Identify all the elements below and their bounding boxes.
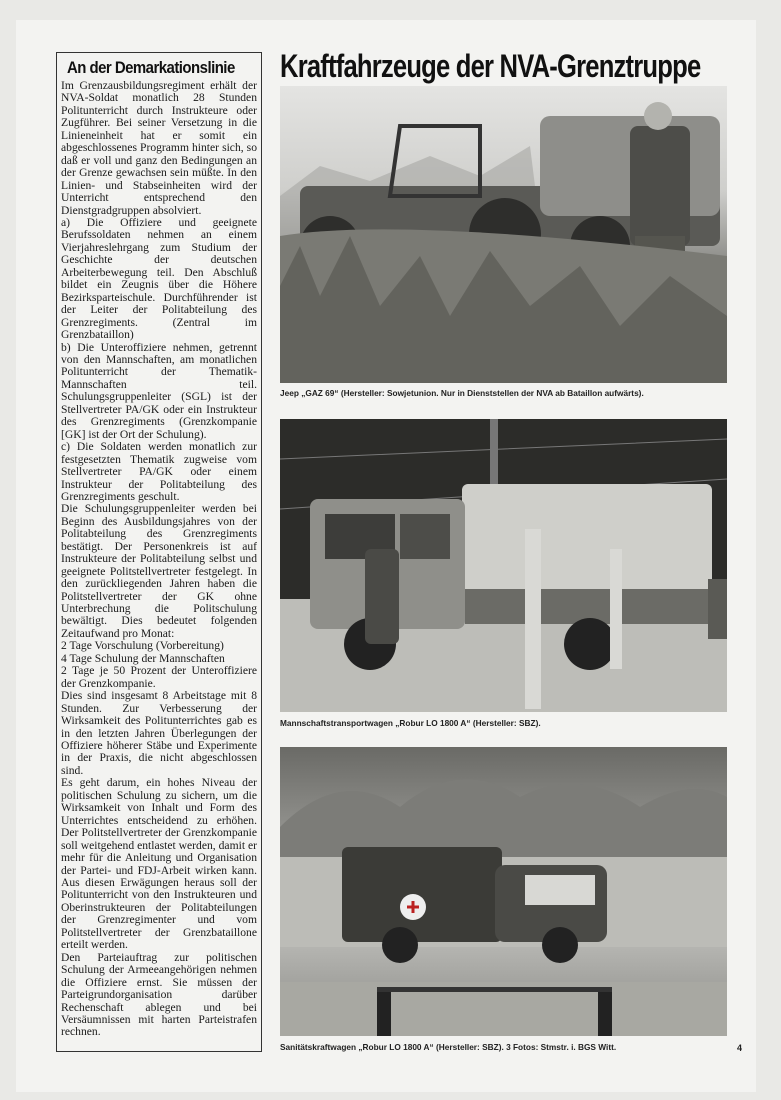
paragraph: a) Die Offiziere und geeignete Berufssoldaten nehmen an einem Vierjahreslehrgang zum Studium der Geschichte der deutschen Arbeiterbewegung teil. Den Abschluß bildet ein Zeugnis über die Höhere Bezirksparteischule. Durchführender ist der Leiter der Politabteilung des Grenzregiments. (Zentral im Grenzbataillon) [61,215,257,342]
list-item: 4 Tage Schulung der Mannschaften [61,651,225,665]
photo-robur-transport [280,419,727,712]
main-article-title: Kraftfahrzeuge der NVA-Grenztruppe [280,48,701,84]
list-item: 2 Tage je 50 Prozent der Unteroffiziere der Grenzkompanie. [61,664,257,690]
list-item: 2 Tage Vorschulung (Vorbereitung) [61,639,224,653]
paragraph: Den Parteiauftrag zur politischen Schulung der Armeeangehörigen nehmen die Offiziere ernst. Sie müssen der Parteigrundorganisation darüber Rechenschaft ablegen und bei Versäumnissen mit harten Parteistrafen rechnen. [61,950,257,1039]
paragraph: c) Die Soldaten werden monatlich zur festgesetzten Thematik zugweise vom Stellvertreter PA/GK oder einem Instrukteur der Politabteilung des Grenzregiments geschult. [61,440,257,503]
sidebar-article-box [56,52,262,1052]
paragraph: b) Die Unteroffiziere nehmen, getrennt von den Mannschaften, am monatlichen Politunterricht der Thematik-Mannschaften teil. Schulungsgruppenleiter (SGL) ist der Stellvertreter PA/GK oder ein Instrukteur des Grenzregiments (Grenzkompanie [GK] ist der Ort der Schulung). [61,340,257,441]
photo-robur-ambulance [280,747,727,1036]
photo-caption: Mannschaftstransportwagen „Robur LO 1800 A“ (Hersteller: SBZ). [280,718,541,728]
sidebar-article-title: An der Demarkationslinie [67,58,235,77]
photo-jeep-gaz69 [280,86,727,383]
paragraph: Die Schulungsgruppenleiter werden bei Beginn des Ausbildungsjahres von der Politabteilung des Grenzregiments bestätigt. Der Personenkreis ist auf Instrukteure der Politabteilung selbst und geeignete Politstellvertreter festgelegt. In den zurückliegenden Jahren haben die Politstellvertreter der GK ohne Unterbrechung die Politschulung bewältigt. Dies bedeutet folgenden Zeitaufwand pro Monat: [61,502,257,640]
paragraph: Es geht darum, ein hohes Niveau der politischen Schulung zu sichern, um die Wirksamkeit von Inhalt und Form des Unterrichtes entscheidend zu erhöhen. Der Politstellvertreter der Grenzkompanie soll weitgehend entlastet werden, damit er mehr für die Anleitung und Organisation der Partei- und FDJ-Arbeit wirken kann. Aus diesen Erwägungen heraus soll der Politunterricht von den Instrukteuren und Oberinstrukteuren der Politabteilungen der Grenzregimenter und vom Politstellvertreter der Grenzbataillone erteilt werden. [61,776,257,952]
paragraph: Im Grenzausbildungsregiment erhält der NVA-Soldat monatlich 28 Stunden Politunterricht durch Instrukteure oder Zugführer. Bei seiner Versetzung in die Linieneinheit hat er somit ein abgeschlossenes Programm hinter sich, so daß er voll und ganz den Bedingungen an der Grenze gewachsen sein müßte. In den Linien- und Stabseinheiten wird der Unterricht entsprechend den Dienstgradgruppen absolviert. [61,79,257,217]
paragraph: Dies sind insgesamt 8 Arbeitstage mit 8 Stunden. Zur Verbesserung der Wirksamkeit des Politunterrichtes gab es in den letzten Jahren Überlegungen der Offiziere höherer Stäbe und Experimente in der Praxis, die nicht abgeschlossen sind. [61,689,257,777]
page-number: 4 [737,1043,743,1053]
photo-caption: Jeep „GAZ 69“ (Hersteller: Sowjetunion. Nur in Dienststellen der NVA ab Bataillon aufwärts). [280,388,644,398]
photo-caption: Sanitätskraftwagen „Robur LO 1800 A“ (Hersteller: SBZ). 3 Fotos: Stmstr. i. BGS Witt. [280,1042,617,1052]
